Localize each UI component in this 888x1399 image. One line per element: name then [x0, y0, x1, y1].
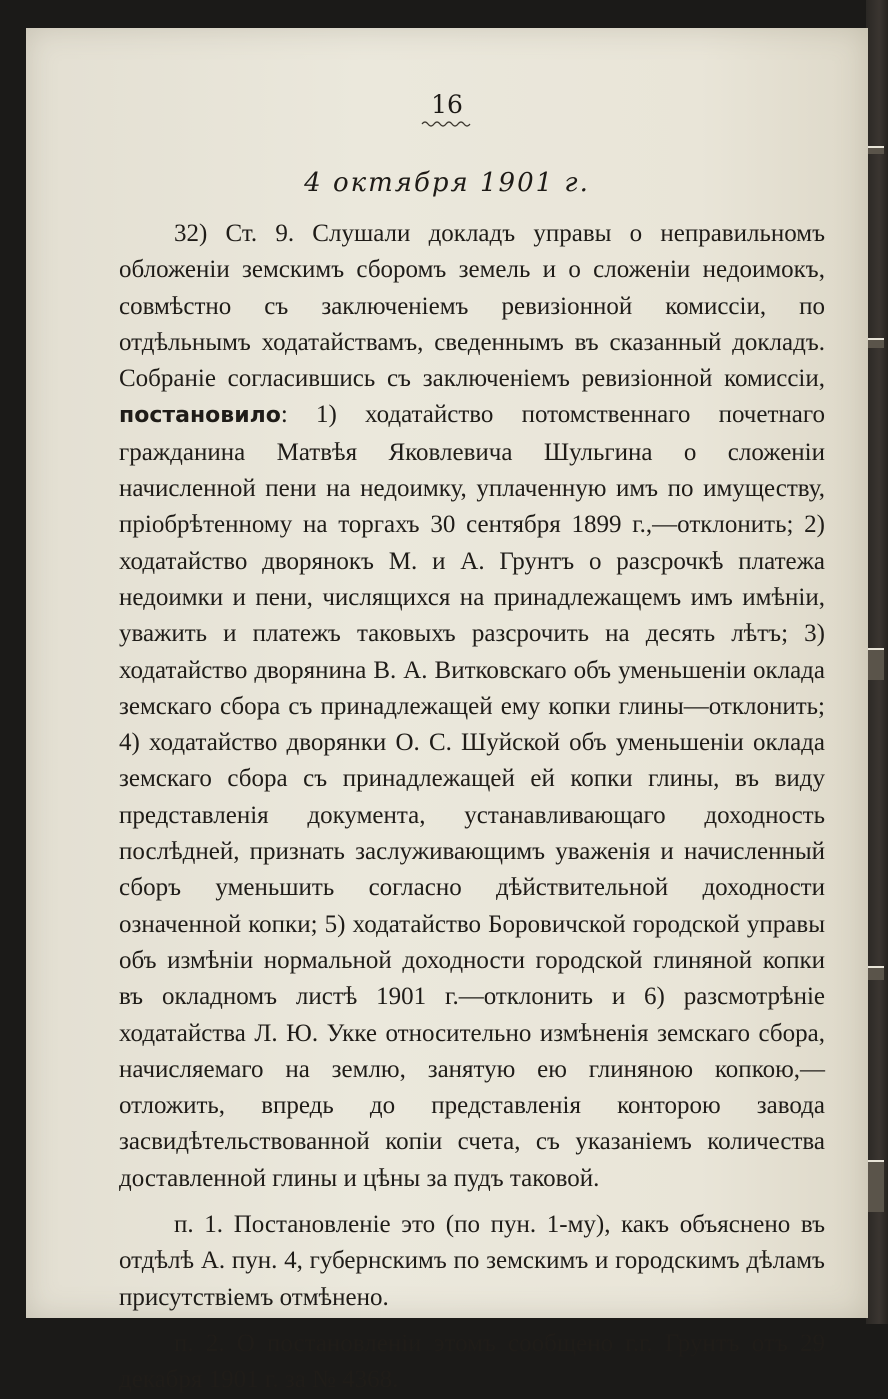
resolution-decisions: : 1) ходатайство потомственнаго почетнаго гражданина Матвѣя Яковлевича Шульгина о сложеніи начисленной пени на недоимку, уплаченную имъ по имуществу, пріобрѣтенному на торгахъ 30 сентября 1899 г.,—отклонить; 2) ходатайство дворянокъ М. и А. Грунтъ о разсрочкѣ платежа недоимки и пени, числящихся на принадлежащемъ имъ имѣніи, уважить и платежъ таковыхъ разсрочить на десять лѣтъ; 3) ходатайство дворянина В. А. Витковскаго объ уменьшеніи оклада земскаго сбора съ принадлежащей ему копки глины—отклонить; 4) ходатайство дворянки О. С. Шуйской объ уменьшеніи оклада земскаго сбора съ принадлежащей ей копки глины, въ виду представленія документа, устанавливающаго доходность послѣдней, признать заслуживающимъ уваженія и начисленный сборъ уменьшить согласно дѣйствительной доходности означенной копки; 5) ходатайство Боровичской городской управы объ измѣніи нормальной доходности городской глиняной копки въ окладномъ листѣ 1901 г.—отклонить и 6) разсмотрѣніе ходатайства Л. Ю. Укке относительно измѣненія земскаго сбора, начисляемаго на землю, занятую ею глиняною копкою,—отложить, впредь до представленія конторою завода засвидѣтельствованной копіи счета, съ указаніемъ количества доставленной глины и цѣны за пудъ таковой. [119, 401, 825, 1192]
note-paragraph-1: п. 1. Постановленіе это (по пун. 1-му), какъ объяснено въ отдѣлѣ А. пун. 4, губернскимъ по земскимъ и городскимъ дѣламъ присутствіемъ отмѣнено. [119, 1211, 825, 1311]
page-tab-marker [866, 146, 884, 154]
document-page [26, 28, 868, 1394]
note-paragraph-2: п. 2. О постановленіи этомъ сообщено г.г. Грунтъ отъ 29 декабря 1901 г. за № 4368. [119, 1329, 825, 1394]
wavy-ornament-icon [422, 120, 470, 128]
document-body [119, 216, 825, 1399]
page-number: 16 [431, 90, 463, 119]
page-tab-marker [866, 338, 884, 348]
page-tab-marker [866, 966, 884, 980]
page-tab-marker [866, 648, 884, 680]
page-tab-marker [866, 1160, 884, 1212]
resolution-intro: 32) Ст. 9. Слушали докладъ управы о неправильномъ обложеніи земскимъ сборомъ земель и о сложеніи недоимокъ, совмѣстно съ заключеніемъ ревизіонной комиссіи, по отдѣльнымъ ходатайствамъ, сведеннымъ въ сказанный докладъ. Собраніе согласившись съ заключеніемъ ревизіонной комиссіи, [119, 220, 825, 393]
resolution-keyword: постановило [119, 403, 281, 429]
session-date: 4 октября 1901 г. [304, 168, 590, 198]
resolution-paragraph [119, 216, 825, 1197]
